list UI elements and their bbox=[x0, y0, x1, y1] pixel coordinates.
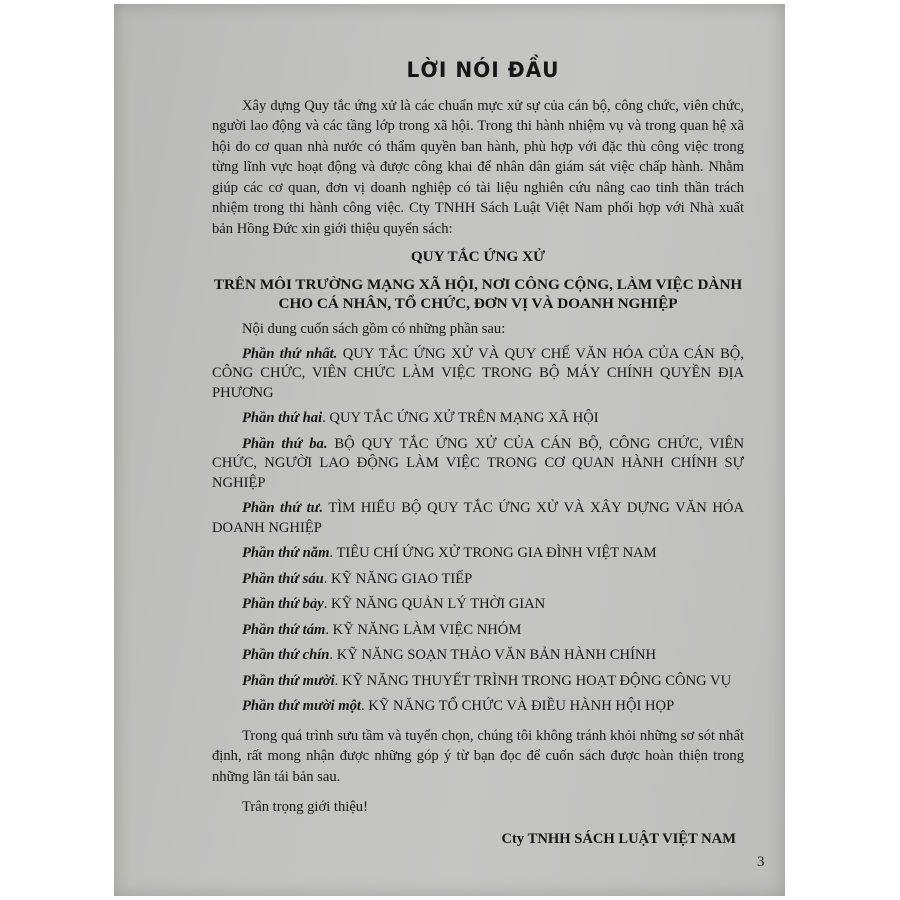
part-label: Phần thứ nhất. bbox=[242, 345, 338, 362]
part-label: Phần thứ ba. bbox=[242, 435, 328, 452]
part-label: Phần thứ năm bbox=[242, 545, 330, 561]
part-label: Phần thứ mười bbox=[242, 672, 335, 689]
list-item bbox=[212, 570, 744, 590]
list-item bbox=[212, 697, 744, 717]
part-label: Phần thứ chín bbox=[242, 647, 330, 663]
part-text: . KỸ NĂNG QUẢN LÝ THỜI GIAN bbox=[323, 596, 546, 612]
list-item bbox=[212, 345, 744, 404]
list-item bbox=[212, 409, 744, 429]
page-number: 3 bbox=[757, 854, 765, 870]
part-text: . TIÊU CHÍ ỨNG XỬ TRONG GIA ĐÌNH VIỆT NAM bbox=[329, 545, 657, 561]
part-text: . KỸ NĂNG THUYẾT TRÌNH TRONG HOẠT ĐỘNG CÔNG VỤ bbox=[334, 672, 732, 689]
parts-list bbox=[212, 345, 744, 717]
part-text: . KỸ NĂNG GIAO TIẾP bbox=[323, 570, 473, 587]
part-text: . KỸ NĂNG TỔ CHỨC VÀ ĐIỀU HÀNH HỘI HỌP bbox=[361, 698, 675, 714]
part-text: BỘ QUY TẮC ỨNG XỬ CỦA CÁN BỘ, CÔNG CHỨC, VIÊN CHỨC, NGƯỜI LAO ĐỘNG LÀM VIỆC TRONG CƠ QUAN HÀNH CHÍNH SỰ NGHIỆP bbox=[212, 435, 744, 491]
signature: Cty TNHH SÁCH LUẬT VIỆT NAM bbox=[501, 830, 736, 847]
part-label: Phần thứ hai bbox=[242, 410, 323, 426]
book-subtitle: TRÊN MÔI TRƯỜNG MẠNG XÃ HỘI, NƠI CÔNG CỘNG, LÀM VIỆC DÀNH CHO CÁ NHÂN, TỔ CHỨC, ĐƠN VỊ VÀ DOANH NGHIỆP bbox=[213, 276, 743, 312]
list-item bbox=[212, 646, 744, 666]
thanks-line: Trân trọng giới thiệu! bbox=[242, 799, 368, 815]
part-label: Phần thứ mười một bbox=[242, 698, 361, 714]
part-label: Phần thứ bảy bbox=[242, 596, 324, 612]
part-text: QUY TẮC ỨNG XỬ VÀ QUY CHẾ VĂN HÓA CỦA CÁN BỘ, CÔNG CHỨC, VIÊN CHỨC LÀM VIỆC TRONG BỘ MÁY CHÍNH QUYỀN ĐỊA PHƯƠNG bbox=[212, 345, 744, 401]
list-item bbox=[212, 672, 744, 692]
part-text: TÌM HIỂU BỘ QUY TẮC ỨNG XỬ VÀ XÂY DỰNG VĂN HÓA DOANH NGHIỆP bbox=[212, 500, 744, 536]
part-label: Phần thứ tư. bbox=[242, 500, 324, 516]
part-label: Phần thứ sáu bbox=[242, 570, 324, 587]
list-item bbox=[212, 435, 744, 494]
list-item bbox=[212, 544, 744, 564]
part-text: . KỸ NĂNG LÀM VIỆC NHÓM bbox=[325, 621, 522, 638]
contents-intro: Nội dung cuốn sách gồm có những phần sau: bbox=[242, 321, 506, 337]
part-text: . KỸ NĂNG SOẠN THẢO VĂN BẢN HÀNH CHÍNH bbox=[329, 647, 657, 663]
list-item bbox=[212, 621, 744, 641]
closing-paragraph: Trong quá trình sưu tầm và tuyển chọn, chúng tôi không tránh khỏi những sơ sót nhất định, rất mong nhận được những góp ý từ bạn đọc để cuốn sách được hoàn thiện trong những lần tái bản sau. bbox=[212, 727, 744, 785]
part-text: . QUY TẮC ỨNG XỬ TRÊN MẠNG XÃ HỘI bbox=[322, 410, 599, 426]
list-item bbox=[212, 595, 744, 615]
page-title: LỜI NÓI ĐẦU bbox=[406, 58, 560, 82]
document-page bbox=[212, 60, 744, 849]
intro-paragraph: Xây dựng Quy tắc ứng xử là các chuẩn mực xử sự của cán bộ, công chức, viên chức, người lao động và các tầng lớp trong xã hội. Trong thi hành nhiệm vụ và trong quan hệ xã hội do cơ quan nhà nước có thẩm quyền ban hành, phù hợp với đặc thù công việc trong từng lĩnh vực hoạt động và được công khai để nhân dân giám sát việc chấp hành. Nhằm giúp các cơ quan, đơn vị doanh nghiệp có tài liệu nghiên cứu nâng cao tinh thần trách nhiệm trong thi hành công việc. Cty TNHH Sách Luật Việt Nam phối hợp với Nhà xuất bản Hồng Đức xin giới thiệu quyển sách: bbox=[212, 97, 744, 237]
book-title: QUY TẮC ỨNG XỬ bbox=[410, 248, 546, 265]
list-item bbox=[212, 499, 744, 538]
part-label: Phần thứ tám bbox=[242, 621, 326, 638]
